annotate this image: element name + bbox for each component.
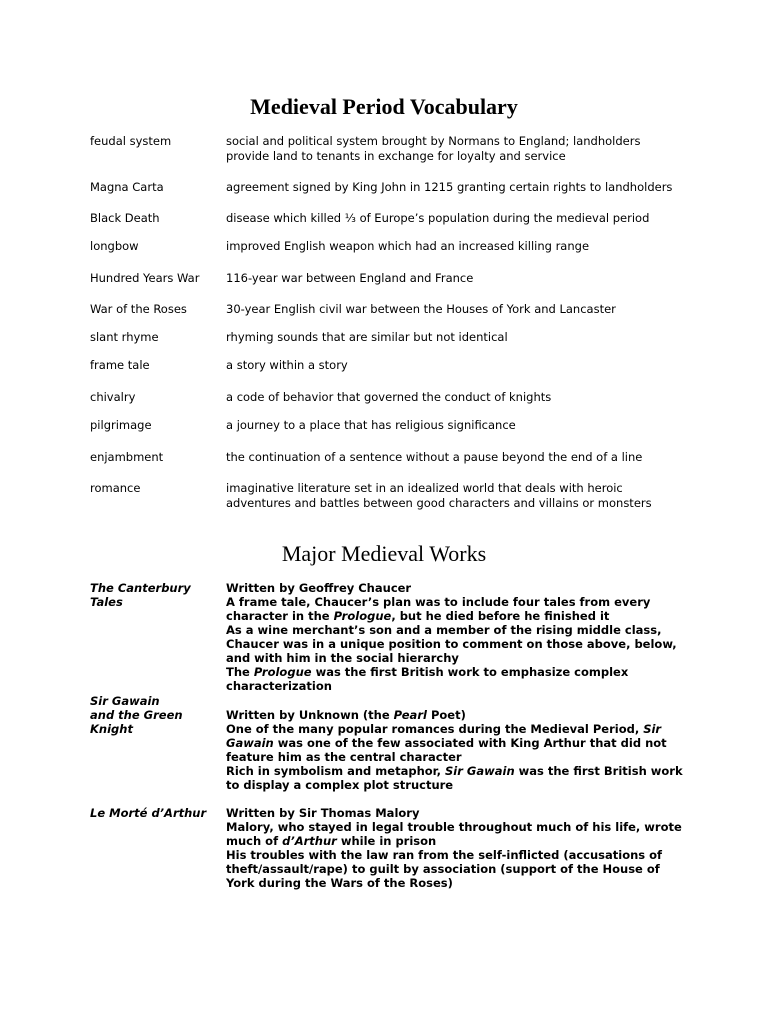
vocab-definition: imaginative literature set in an idealized world that deals with heroic adventures and battles between good characters and villains or monsters xyxy=(226,481,652,510)
vocab-definition: a code of behavior that governed the conduct of knights xyxy=(226,390,552,404)
work-description: Written by Geoffrey Chaucer A frame tale, Chaucer’s plan was to include four tales from every character in the Prologue, but he died before he finished it As a wine merchant’s son and a member of the rising middle class, Chaucer was in a unique position to comment on those above, below, and with him in the social hierarchy The Prologue was the first British work to emphasize complex characterization xyxy=(226,581,677,693)
vocab-definition: social and political system brought by Normans to England; landholders provide land to tenants in exchange for loyalty and service xyxy=(226,134,641,163)
vocab-definition: the continuation of a sentence without a pause beyond the end of a line xyxy=(226,450,643,464)
vocab-definition: a journey to a place that has religious significance xyxy=(226,418,516,432)
vocab-term: Black Death xyxy=(90,211,160,225)
vocab-term: frame tale xyxy=(90,358,150,372)
vocab-definition: rhyming sounds that are similar but not identical xyxy=(226,330,508,344)
vocab-definition: disease which killed ⅓ of Europe’s population during the medieval period xyxy=(226,211,650,225)
page-title: Medieval Period Vocabulary xyxy=(250,94,518,119)
vocab-definition: 30-year English civil war between the Houses of York and Lancaster xyxy=(226,302,616,316)
section-title: Major Medieval Works xyxy=(281,541,487,566)
vocab-term: slant rhyme xyxy=(90,330,159,344)
work-title: Le Morté d’Arthur xyxy=(90,806,207,820)
work-description: Written by Unknown (the Pearl Poet) One of the many popular romances during the Medieval Period, Sir Gawain was one of the few associated with King Arthur that did not feature him as the central character Rich in symbolism and metaphor, Sir Gawain was the first British work to display a complex plot structure xyxy=(226,708,683,792)
work-title: Sir Gawain and the Green Knight xyxy=(90,694,183,736)
vocab-term: romance xyxy=(90,481,141,495)
vocab-term: Magna Carta xyxy=(90,180,164,194)
vocab-term: chivalry xyxy=(90,390,136,404)
vocab-definition: a story within a story xyxy=(226,358,348,372)
vocab-definition: improved English weapon which had an increased killing range xyxy=(226,239,590,253)
vocab-definition: agreement signed by King John in 1215 granting certain rights to landholders xyxy=(226,180,673,194)
vocab-term: longbow xyxy=(90,239,139,253)
vocab-term: feudal system xyxy=(90,134,172,148)
vocab-term: Hundred Years War xyxy=(90,271,200,285)
vocab-term: pilgrimage xyxy=(90,418,152,432)
work-title: The Canterbury Tales xyxy=(90,581,191,609)
vocab-term: enjambment xyxy=(90,450,164,464)
vocab-term: War of the Roses xyxy=(90,302,187,316)
vocab-definition: 116-year war between England and France xyxy=(226,271,474,285)
work-description: Written by Sir Thomas Malory Malory, who stayed in legal trouble throughout much of his life, wrote much of d’Arthur while in prison His troubles with the law ran from the self-inflicted (accusations of theft/assault/rape) to guilt by association (support of the House of York during the Wars of the Roses) xyxy=(226,806,682,890)
